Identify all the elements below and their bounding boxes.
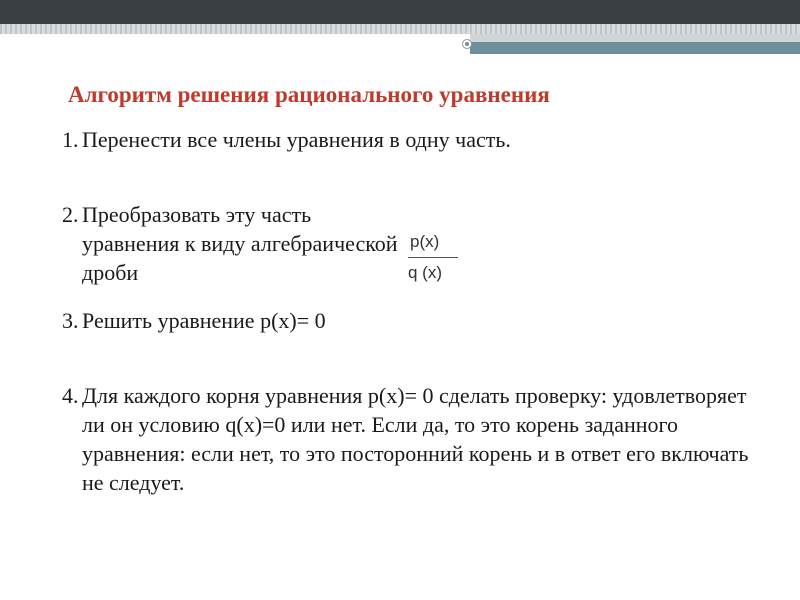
accent-bar-light: [470, 34, 800, 42]
fraction-p-over-q: [408, 232, 468, 283]
step-text: Решить уравнение p(x)= 0: [82, 308, 326, 333]
step-4: [62, 381, 782, 497]
step-number: 1.: [62, 127, 79, 152]
step-text: Перенести все члены уравнения в одну часть.: [82, 127, 511, 152]
slide-title: Алгоритм решения рационального уравнения: [68, 82, 550, 107]
fraction-numerator: p(x): [410, 232, 440, 251]
fraction-bar: [408, 257, 458, 258]
step-text: Преобразовать эту часть уравнения к виду алгебраической дроби: [82, 202, 398, 285]
header-stripe: [0, 24, 800, 34]
step-text: Для каждого корня уравнения p(x)= 0 сделать проверку: удовлетворяет ли он условию q(x)=0 или нет. Если да, то это корень заданного уравнения: если нет, то это посторонний корень и в ответ его включать не следует.: [82, 383, 749, 495]
accent-bar-dark: [470, 42, 800, 54]
step-3: [62, 306, 782, 335]
circle-marker-icon: [462, 39, 472, 49]
step-number: 4.: [62, 383, 79, 408]
header-bar: [0, 0, 800, 24]
step-number: 2.: [62, 202, 79, 227]
step-number: 3.: [62, 308, 79, 333]
step-2: [62, 200, 702, 287]
step-1: [62, 125, 782, 154]
fraction-denominator: q (x): [408, 263, 442, 282]
